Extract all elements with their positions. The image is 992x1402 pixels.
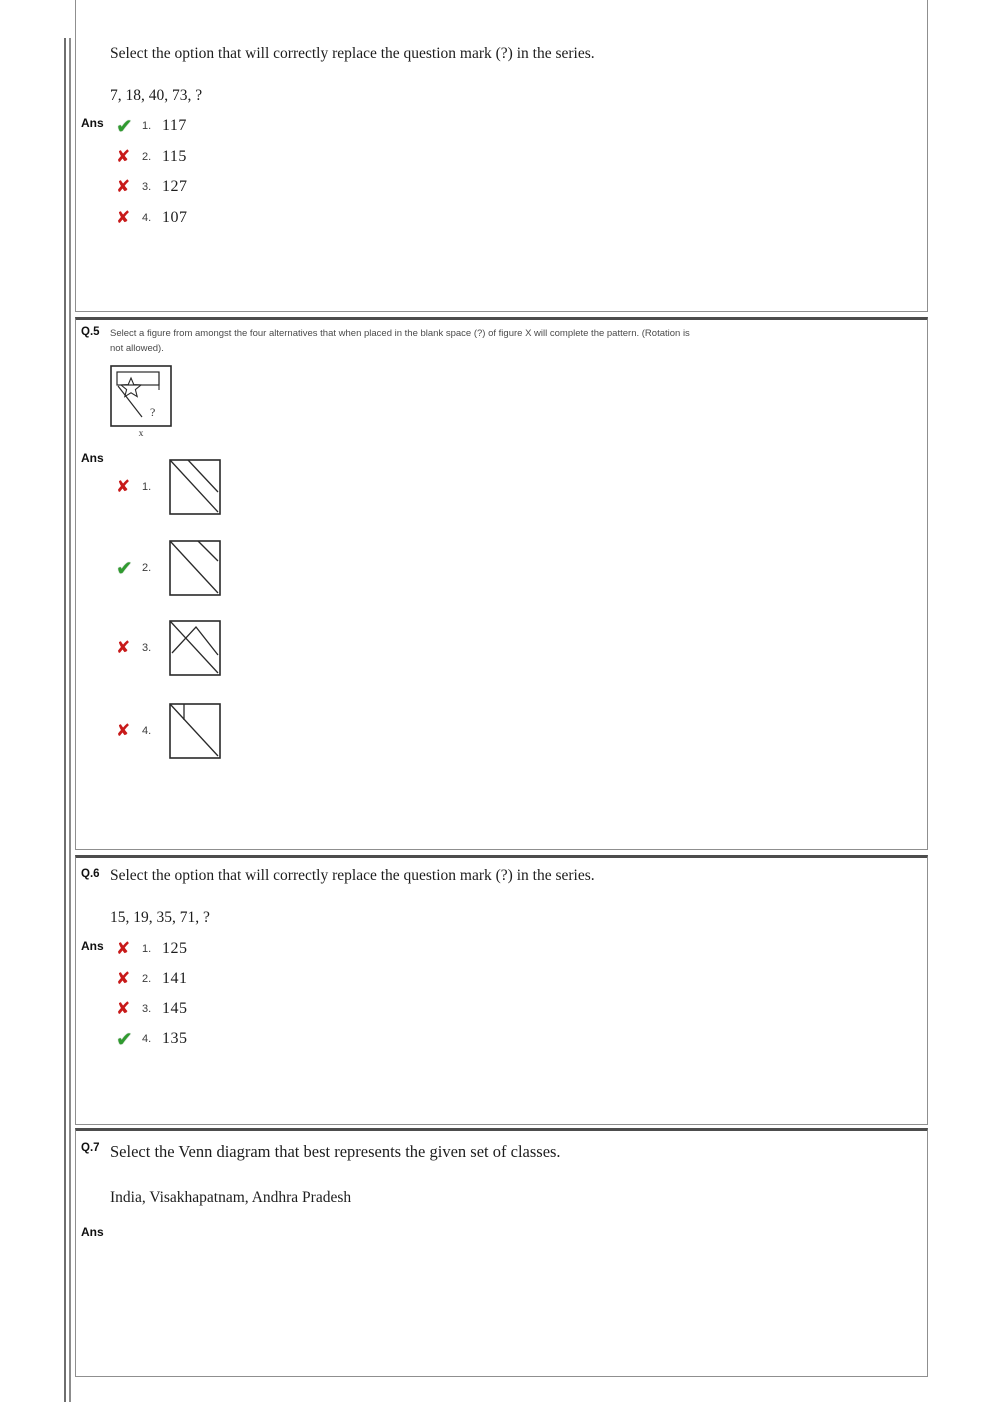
option-row [116, 204, 188, 232]
option-value: 107 [162, 209, 188, 226]
question-text: Select a figure from amongst the four alternatives that when placed in the blank space (?) of figure X will complete the pattern. (Rotation is not allowed). [110, 328, 690, 355]
ans-label: Ans [81, 116, 104, 130]
option-number: 2. [142, 151, 152, 163]
option-number: 3. [142, 642, 152, 654]
ans-label: Ans [81, 1225, 104, 1239]
figure-x [109, 364, 173, 439]
option-row [116, 995, 188, 1023]
classes-text: India, Visakhapatnam, Andhra Pradesh [110, 1189, 352, 1206]
option-row [116, 1025, 188, 1053]
option-number: 3. [142, 181, 152, 193]
question-text: Select the option that will correctly replace the question mark (?) in the series. [110, 867, 595, 884]
option-number: 1. [142, 943, 152, 955]
series-text: 7, 18, 40, 73, ? [110, 87, 203, 104]
check-icon: ✔ [116, 1027, 133, 1051]
option-value: 141 [162, 970, 188, 987]
cross-icon: ✘ [116, 146, 131, 167]
option-number: 1. [142, 120, 152, 132]
option-row [116, 539, 222, 597]
option-number: 3. [142, 1003, 152, 1015]
question-text: Select the Venn diagram that best represents the given set of classes. [110, 1142, 561, 1161]
option-figure-image [168, 539, 222, 597]
question-text: Select the option that will correctly replace the question mark (?) in the series. [110, 45, 595, 62]
question-block-q7 [75, 1128, 928, 1377]
option-row [116, 935, 188, 963]
option-number: 1. [142, 481, 152, 493]
option-value: 125 [162, 940, 188, 957]
question-number: Q.6 [81, 868, 100, 880]
option-row [116, 702, 222, 760]
option-figure-image [168, 702, 222, 760]
ans-label: Ans [81, 939, 104, 953]
question-number: Q.5 [81, 326, 100, 338]
cross-icon: ✘ [116, 968, 131, 989]
option-value: 135 [162, 1030, 188, 1047]
question-block-q4 [75, 0, 928, 312]
option-value: 117 [162, 117, 187, 134]
series-text: 15, 19, 35, 71, ? [110, 909, 210, 926]
page-left-rule [64, 38, 71, 1402]
cross-icon: ✘ [116, 720, 131, 741]
option-row [116, 173, 188, 201]
cross-icon: ✘ [116, 176, 131, 197]
cross-icon: ✘ [116, 938, 131, 959]
option-number: 4. [142, 1033, 152, 1045]
question-block-q5 [75, 317, 928, 850]
option-figure-image [168, 458, 222, 516]
option-number: 2. [142, 562, 152, 574]
ans-label: Ans [81, 451, 104, 465]
question-number: Q.7 [81, 1142, 100, 1154]
cross-icon: ✘ [116, 637, 131, 658]
cross-icon: ✘ [116, 476, 131, 497]
option-row [116, 143, 187, 171]
option-value: 145 [162, 1000, 188, 1017]
figure-x-image [109, 364, 173, 428]
question-block-q6 [75, 855, 928, 1125]
cross-icon: ✘ [116, 998, 131, 1019]
option-number: 2. [142, 973, 152, 985]
option-row [116, 965, 188, 993]
option-value: 127 [162, 178, 188, 195]
option-row [116, 458, 222, 516]
option-figure-image [168, 619, 222, 677]
figure-question-mark: ? [150, 405, 156, 419]
check-icon: ✔ [116, 114, 133, 138]
check-icon: ✔ [116, 556, 133, 580]
cross-icon: ✘ [116, 207, 131, 228]
figure-x-label: x [138, 429, 144, 439]
option-row [116, 619, 222, 677]
option-value: 115 [162, 148, 187, 165]
option-row [116, 112, 187, 140]
option-number: 4. [142, 725, 152, 737]
option-number: 4. [142, 212, 152, 224]
